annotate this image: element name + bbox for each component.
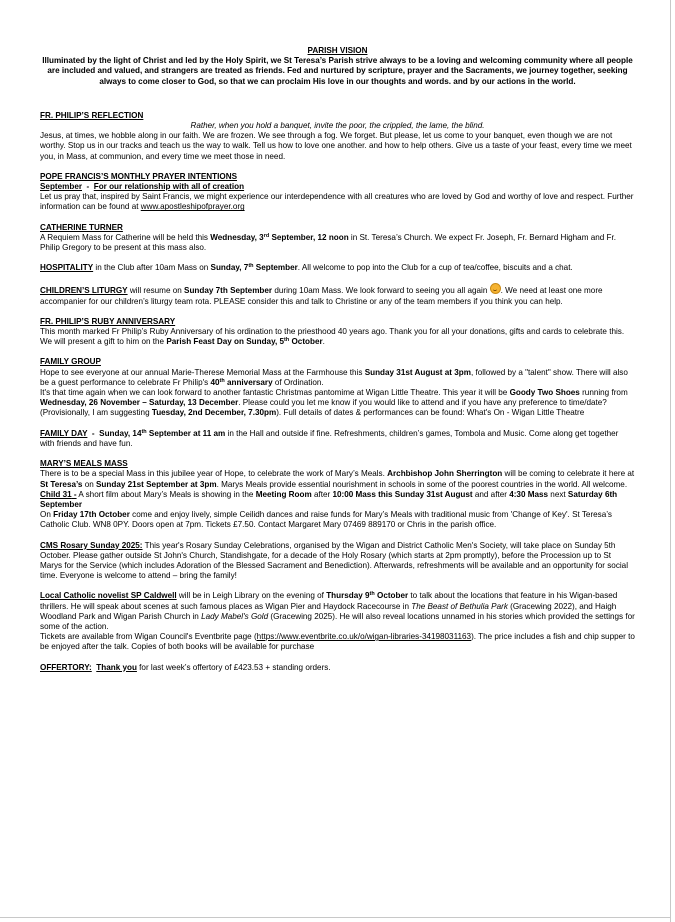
ruby-date-a: Parish Feast Day on Sunday, 5 [166,337,285,347]
ruby-date-sup: th [284,337,290,344]
parish-vision-title: PARISH VISION [307,46,368,55]
liturgy-body [40,283,635,306]
liturgy-text-2: during 10am Mass. We look forward to seeing you all again [272,286,490,296]
marys-meals-para-2 [40,490,635,510]
fg-40th [210,378,272,387]
mm-c4: next [548,489,568,499]
mm-archbishop: Archbishop John Sherrington [387,469,503,479]
catherine-date-day: Wednesday, 3 [210,232,264,242]
mm-place: St Teresa’s [40,479,83,489]
fg-suggest: Tuesday, 2nd December, 7.30pm [151,408,277,418]
hospitality-date-rest: September [253,263,298,273]
prayer-month: September [40,182,82,192]
prayer-intentions-month-line [40,182,635,192]
nov-date-a: Thursday 9 [326,591,370,601]
catherine-date-rest: September, 12 noon [269,232,349,242]
offertory-thanks: Thank you [96,662,137,672]
prayer-dash: - [82,182,94,192]
fg-text-2: , followed by a "talent" show. There will also be a guest performance to celebrate Fr Philip's [40,367,628,387]
family-day-heading: FAMILY DAY [40,428,88,438]
mm-room: Meeting Room [255,489,312,499]
mm-child31-dash: - [71,489,77,499]
prayer-intentions-heading: POPE FRANCIS’S MONTHLY PRAYER INTENTIONS [40,171,237,181]
offertory-text: for last week’s offertory of £423.53 + standing orders. [136,662,331,672]
mm-friday: Friday 17th October [53,510,130,520]
mm-text-1: There is to be a special Mass in this jubilee year of Hope, to celebrate the work of Mary’s Meals. [40,469,388,479]
mm-c3: and after [472,489,510,499]
apostleship-link[interactable]: www.apostleshipofprayer.org [140,202,245,212]
liturgy-heading: CHILDREN’S LITURGY [40,286,128,296]
ruby-date-b: October [289,337,323,347]
eventbrite-link[interactable]: https://www.eventbrite.co.uk/o/wigan-libraries-34198031163 [256,632,472,642]
nov-text-1: will be in Leigh Library on the evening of [176,591,327,601]
marys-meals-para-1 [40,469,635,489]
nov-date-sup: th [369,591,375,598]
reflection-body: Jesus, at times, we hobble along in our faith. We are frozen. We see through a fog. We forget. But please, let us come to your banquet, even though we are not worthy. Stop us in our tracks and teach us the way to walk. Tell us how to love one another. and how to help others. Give us a taste of your feast, every time we meet you, in Mass, at communion, and every time we meet those in need. [40,131,632,161]
marys-meals-heading: MARY’S MEALS MASS [40,459,128,469]
novelist-section [40,591,635,652]
hospitality-text-1: in the Club after 10am Mass on [93,263,211,273]
cms-text: This year's Rosary Sunday Celebrations, organised by the Wigan and District Catholic Men's Society, will take place on Sunday 5th October. Please gather outside St John's Church, Standishgate, for a decade of the Holy Rosary (which starts at 2pm promptly), before the Procession up to St Marys for the Service (which includes Adoration of the Blessed Sacrament and Benediction). Afterwards, refreshments will be available and an opportunity for social time. Everyone is welcome to attend – bring the family! [40,540,629,581]
catherine-heading: CATHERINE TURNER [40,222,123,232]
cms-rosary-body [40,541,635,582]
novelist-para-2 [40,632,635,652]
reflection-heading: FR. PHILIP’S REFLECTION [40,110,144,120]
nov-text-5: Tickets are available from Wigan Council's Eventbrite page ( [40,632,257,642]
cms-rosary-section [40,541,635,582]
nov-text-2: to talk about the locations that feature in his Wigan-based thrillers. He will speak about scenes at such famous places as Wigan Pier and Haydock Racecourse in [40,591,618,611]
liturgy-text-3: . We need at least one more accompanier for our children’s liturgy team rota. PLEASE consider this and talk to Christine or any of the team members if you think you can help. [40,286,603,306]
family-group-section [40,357,635,418]
fd-date-a: Sunday, 14 [99,428,142,438]
nov-text-6: ). The price includes a fish and chip supper to be enjoyed after the talk. Copies of both books will be available for purchase [40,632,635,652]
family-group-para-1 [40,368,635,388]
liturgy-text-1: will resume on [127,286,185,296]
fg-text-3: of Ordination. [272,377,324,387]
liturgy-date: Sunday 7th September [184,286,273,296]
ruby-text-2: . [322,337,325,347]
page-edge-bottom [0,917,671,918]
fg-40-sup: th [219,377,225,384]
fg-text-1: Hope to see everyone at our annual Marie-Therese Memorial Mass at the Farmhouse this [40,367,365,377]
mm-date2: Saturday 6th September [40,489,618,509]
fg-range: Wednesday, 26 November – Saturday, 13 December [40,398,239,408]
hospitality-date [211,263,298,272]
nov-date-b: October [374,591,409,601]
ruby-section [40,317,635,348]
fg-text-4: It's that time again when we can look forward to another fantastic Christmas pantomime at Wigan Little Theatre. This year it will be [40,388,510,398]
smiley-icon [490,283,501,294]
hospitality-date-day: Sunday, 7 [210,263,249,273]
mm-c5: On [40,510,54,520]
family-day-date [99,429,225,438]
offertory-section [40,663,635,673]
hospitality-date-sup: th [248,263,254,270]
catherine-section [40,223,635,254]
mm-child31-label: Child 31 [40,489,72,499]
ruby-feast-date [166,337,322,346]
family-day-section [40,429,635,449]
marys-meals-section [40,459,635,530]
prayer-intentions-body [40,192,635,212]
hospitality-section [40,263,635,273]
mm-text-2: will be coming to celebrate it here at [502,469,635,479]
cms-heading: CMS Rosary Sunday 2025: [40,540,143,550]
fd-text: in the Hall and outside if fine. Refreshments, children’s games, Tombola and Music. Come along get together with friends and have fun. [40,428,619,448]
prayer-text: Let us pray that, inspired by Saint Francis, we might experience our interdependence with all creatures who are loved by God and worthy of love and respect. Further information can be found at [40,192,634,212]
mm-text-4: . Marys Meals provide essential nourishment in schools in some of the poorest countries in the world. All welcome. [216,479,628,489]
catherine-body [40,233,635,253]
reflection-quote: Rather, when you hold a banquet, invite the poor, the crippled, the lame, the blind. [190,121,485,131]
catherine-text-1: A Requiem Mass for Catherine will be held this [40,232,211,242]
fg-show: Goody Two Shoes [509,388,580,398]
prayer-intentions-section [40,172,635,213]
nov-book-1: The Beast of Bethulia Park [411,601,508,611]
parish-vision-text: Illuminated by the light of Christ and led by the Holy Spirit, we St Teresa’s Parish strive always to be a loving and welcoming community where all people are included and valued, and strangers are treated as friends. Fed and nurtured by scripture, prayer and the Sacraments, we journey together, seeking always to come closer to God, so that we can proclaim His love in our thoughts and words. and by our actions in the world. [42,56,633,86]
family-day-dash: - [87,428,100,438]
mm-c2: after [311,489,333,499]
ruby-heading: FR. PHILIP’S RUBY ANNIVERSARY [40,316,176,326]
fg-text-5: running from [579,388,628,398]
nov-text-4: (Gracewing 2025). He will also reveal locations unnamed in his stories which provided the settings for some of the action. [40,611,635,631]
fg-text-7: ). Full details of dates & performances can be found: What's On - Wigan Little Theatre [276,408,585,418]
novelist-heading: Local Catholic novelist SP Caldwell [40,591,177,601]
family-group-para-2 [40,388,635,419]
newsletter-page [40,46,635,673]
page-edge-right [670,0,671,922]
fd-date-b: September at 11 am [146,428,226,438]
nov-book-2: Lady Mabel's Gold [201,611,269,621]
family-day-body [40,429,635,449]
prayer-intention: For our relationship with all of creation [93,182,245,192]
fd-date-sup: th [141,428,147,435]
nov-date [326,591,408,600]
fg-40-rest: anniversary [224,377,273,387]
catherine-date-sup: rd [263,232,270,239]
reflection-section [40,111,635,162]
fg-text-6: . Please could you let me know if you would like to attend and if you have any preference to time/date? (Provisionally, I am suggesting [40,398,607,418]
ruby-text-1: This month marked Fr Philip’s Ruby Anniversary of his ordination to the priesthood 40 years ago. Thank you for all your donations, gifts and cards to celebrate this. We will present a gift to him on the [40,327,625,347]
hospitality-body [40,263,635,273]
ruby-body [40,327,635,347]
parish-vision [40,46,635,87]
mm-c6: come and enjoy lively, simple Ceilidh dances and raise funds for Mary’s Meals with traditional music from 'Change of Key'. St Teresa’s Catholic Club. WN8 0PY. Doors open at 7pm. Tickets £7.50. Contact Margaret Mary 07469 889170 or Chris in the parish office. [40,510,612,530]
marys-meals-para-3 [40,510,635,530]
fg-40: 40 [210,377,220,387]
mm-time2: 4:30 Mass [509,489,549,499]
fg-date-1: Sunday 31st August at 3pm [364,367,471,377]
nov-text-3: (Gracewing 2022), and Haigh Woodland Park and Wigan Parish Church in [40,601,617,621]
mm-date: Sunday 21st September at 3pm [96,479,217,489]
novelist-para-1 [40,591,635,632]
mm-text-3: on [82,479,97,489]
catherine-text-2: in St. Teresa’s Church. We expect Fr. Joseph, Fr. Bernard Higham and Fr. Philip Gregory to be present at this mass also. [40,232,617,253]
offertory-body [40,663,635,673]
liturgy-section [40,283,635,306]
hospitality-heading: HOSPITALITY [40,263,94,273]
offertory-heading: OFFERTORY: [40,662,92,672]
catherine-date [210,233,348,242]
family-group-heading: FAMILY GROUP [40,357,101,367]
mm-time: 10:00 Mass this Sunday 31st August [332,489,473,499]
mm-c1: A short film about Mary’s Meals is showing in the [76,489,256,499]
hospitality-text-2: . All welcome to pop into the Club for a cup of tea/coffee, biscuits and a chat. [297,263,573,273]
